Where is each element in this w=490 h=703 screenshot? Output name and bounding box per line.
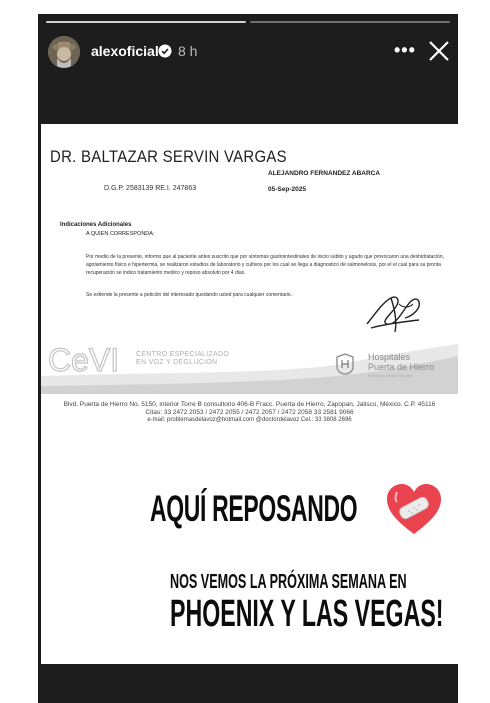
- doctor-license: D.G.P. 2583139 RE.I. 247863: [104, 185, 197, 192]
- hospital-name-line1: Hospitales: [368, 352, 411, 362]
- avatar[interactable]: [48, 36, 80, 68]
- overlay-destinations: PHOENIX Y LAS VEGAS!: [170, 593, 444, 635]
- indications-title: Indicaciones Adicionales: [60, 222, 132, 228]
- overlay-subline: NOS VEMOS LA PRÓXIMA SEMANA EN: [170, 571, 407, 593]
- document-closing: Se extiende la presente a petición del interesado quedando usted para cualquier comentario.: [86, 292, 292, 298]
- hospital-name: [368, 352, 434, 372]
- story-image: [41, 124, 458, 664]
- verified-badge-icon: [158, 44, 172, 58]
- salutation: A QUIEN CORRESPONDA:: [86, 231, 155, 237]
- document-body: Por medio de la presente, informo que al paciente antes suscrito que por síntomas gastrointestinales de inicio súbito y agudo que provocaron una deshidratación, agotamiento físico e hipertermia, se realizaron estudios de laboratorio y cultivos por los cual se llega a diagnostico de salmonelosis, por el el cual para su pronta recuperación se indico tratamiento medico y reposo absoluto por 4 dias.: [86, 254, 444, 276]
- center-name-line2: EN VOZ Y DEGLUCIÓN: [136, 359, 218, 366]
- center-logo-icon: [48, 342, 134, 376]
- center-logo-text: CeVI: [48, 342, 120, 376]
- patient-name: ALEJANDRO FERNANDEZ ABARCA: [268, 170, 381, 177]
- post-time: 8 h: [178, 43, 198, 59]
- phone-line: Citas: 33 2472 2053 / 2472 2055 / 2472 2057 / 2472 2058 33 2581 9066: [145, 409, 354, 416]
- more-options-icon[interactable]: •••: [394, 40, 416, 60]
- center-name: [136, 351, 229, 367]
- hospital-subtitle: Excelencia Médica Ejecutiva: [368, 374, 413, 378]
- hospital-logo-icon: [336, 353, 354, 375]
- center-name-line1: CENTRO ESPECIALIZADO: [136, 351, 230, 358]
- signature: [361, 284, 425, 336]
- overlay-headline: AQUÍ REPOSANDO: [150, 488, 358, 529]
- hospital-name-line2: Puerta de Hierro: [368, 362, 435, 372]
- username[interactable]: alexoficial: [91, 43, 159, 59]
- progress-bar-segment-1: [46, 21, 246, 23]
- close-icon[interactable]: [428, 40, 450, 62]
- address-line: Blvd. Puerta de Hierro No. 5150, interior Torre B consultorio 406-B Fracc. Puerta de Hierro, Zapopan, Jalisco, México. C.P. 45116: [63, 401, 436, 408]
- contact-line: e-mail: problemasdelavoz@hotmail.com @doctordelavoz Cel.: 33 3808 2696: [147, 417, 352, 423]
- story-viewer[interactable]: [38, 14, 458, 703]
- mending-heart-icon: [385, 482, 443, 536]
- progress-bar-segment-2: [250, 21, 450, 23]
- document-date: 05-Sep-2025: [268, 186, 306, 193]
- doctor-name: DR. BALTAZAR SERVIN VARGAS: [50, 147, 287, 166]
